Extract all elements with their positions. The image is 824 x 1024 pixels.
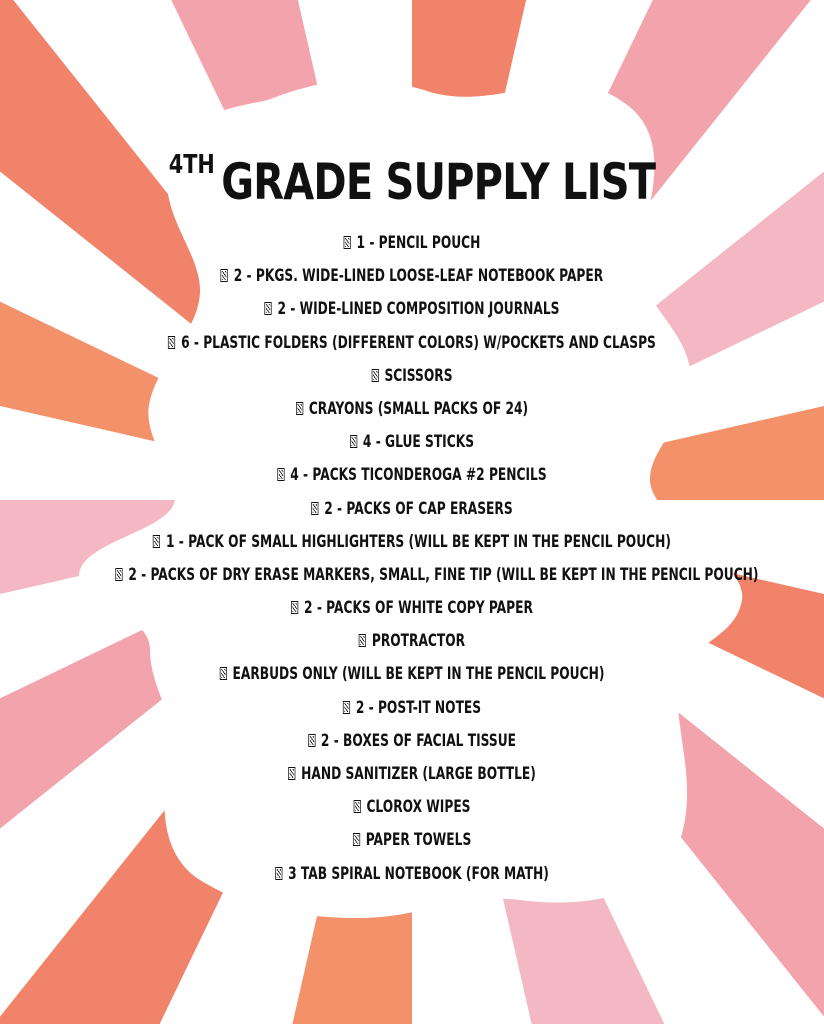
checkbox-icon[interactable] [265, 302, 272, 315]
list-item-label: 2 - PACKS OF WHITE COPY PAPER [304, 598, 533, 619]
checkbox-icon[interactable] [153, 535, 160, 548]
list-item-label: 3 TAB SPIRAL NOTEBOOK (FOR MATH) [288, 863, 549, 884]
list-item-label: 4 - GLUE STICKS [362, 432, 475, 453]
page-title [82, 150, 741, 211]
list-item-label: 2 - PKGS. WIDE-LINED LOOSE-LEAF NOTEBOOK PAPER [233, 266, 604, 287]
checkbox-icon[interactable] [353, 800, 360, 813]
list-item-label: EARBUDS ONLY (WILL BE KEPT IN THE PENCIL POUCH) [232, 664, 605, 685]
list-item [115, 791, 708, 824]
list-item-label: 2 - BOXES OF FACIAL TISSUE [320, 730, 517, 751]
checkbox-icon[interactable] [168, 336, 175, 349]
list-item-label: 2 - PACKS OF CAP ERASERS [324, 498, 513, 519]
list-item-label: 1 - PACK OF SMALL HIGHLIGHTERS (WILL BE KEPT IN THE PENCIL POUCH) [166, 531, 671, 552]
checkbox-icon[interactable] [359, 634, 366, 647]
list-item-label: CLOROX WIPES [366, 797, 471, 818]
checkbox-icon[interactable] [288, 767, 295, 780]
list-item [115, 227, 708, 260]
checkbox-icon[interactable] [343, 701, 350, 714]
supply-list [0, 227, 824, 891]
list-item-label: 2 - POST-IT NOTES [355, 697, 482, 718]
checkbox-icon[interactable] [291, 601, 298, 614]
list-item-label: PAPER TOWELS [365, 830, 472, 851]
list-item [115, 459, 708, 492]
list-item-label: PROTRACTOR [371, 631, 466, 652]
list-item-label: 6 - PLASTIC FOLDERS (DIFFERENT COLORS) W/POCKETS AND CLASPS [181, 332, 656, 353]
list-item [115, 625, 708, 658]
checkbox-icon[interactable] [296, 402, 303, 415]
checkbox-icon[interactable] [308, 734, 315, 747]
list-item-label: 4 - PACKS TICONDEROGA #2 PENCILS [290, 465, 547, 486]
list-item [115, 758, 708, 791]
checkbox-icon[interactable] [220, 667, 227, 680]
checkbox-icon[interactable] [353, 833, 360, 846]
checkbox-icon[interactable] [371, 369, 378, 382]
checkbox-icon[interactable] [275, 867, 282, 880]
checkbox-icon[interactable] [311, 502, 318, 515]
list-item-label: 2 - WIDE-LINED COMPOSITION JOURNALS [277, 299, 560, 320]
title-main: GRADE SUPPLY LIST [221, 153, 656, 211]
list-item [115, 426, 708, 459]
list-item [115, 493, 708, 526]
list-item-label: 1 - PENCIL POUCH [356, 233, 481, 253]
list-item [115, 725, 708, 758]
checkbox-icon[interactable] [344, 236, 351, 249]
list-item [115, 824, 708, 857]
list-item [115, 327, 708, 360]
checkbox-icon[interactable] [277, 468, 284, 481]
checkbox-icon[interactable] [115, 568, 122, 581]
list-item-label: 2 - PACKS OF DRY ERASE MARKERS, SMALL, FINE TIP (WILL BE KEPT IN THE PENCIL POUCH) [128, 564, 759, 585]
list-item [115, 592, 708, 625]
list-item [115, 692, 708, 725]
list-item [115, 260, 708, 293]
list-item [115, 858, 708, 891]
list-item [115, 526, 708, 559]
list-item-label: CRAYONS (SMALL PACKS OF 24) [308, 398, 529, 419]
list-item [115, 658, 708, 691]
list-item [115, 360, 708, 393]
list-item-label: SCISSORS [384, 365, 453, 386]
checkbox-icon[interactable] [221, 269, 228, 282]
list-item [115, 559, 759, 592]
list-item [115, 393, 708, 426]
list-item [115, 293, 708, 326]
list-item-label: HAND SANITIZER (LARGE BOTTLE) [301, 764, 536, 784]
title-superscript: 4TH [168, 150, 215, 180]
checkbox-icon[interactable] [350, 435, 357, 448]
